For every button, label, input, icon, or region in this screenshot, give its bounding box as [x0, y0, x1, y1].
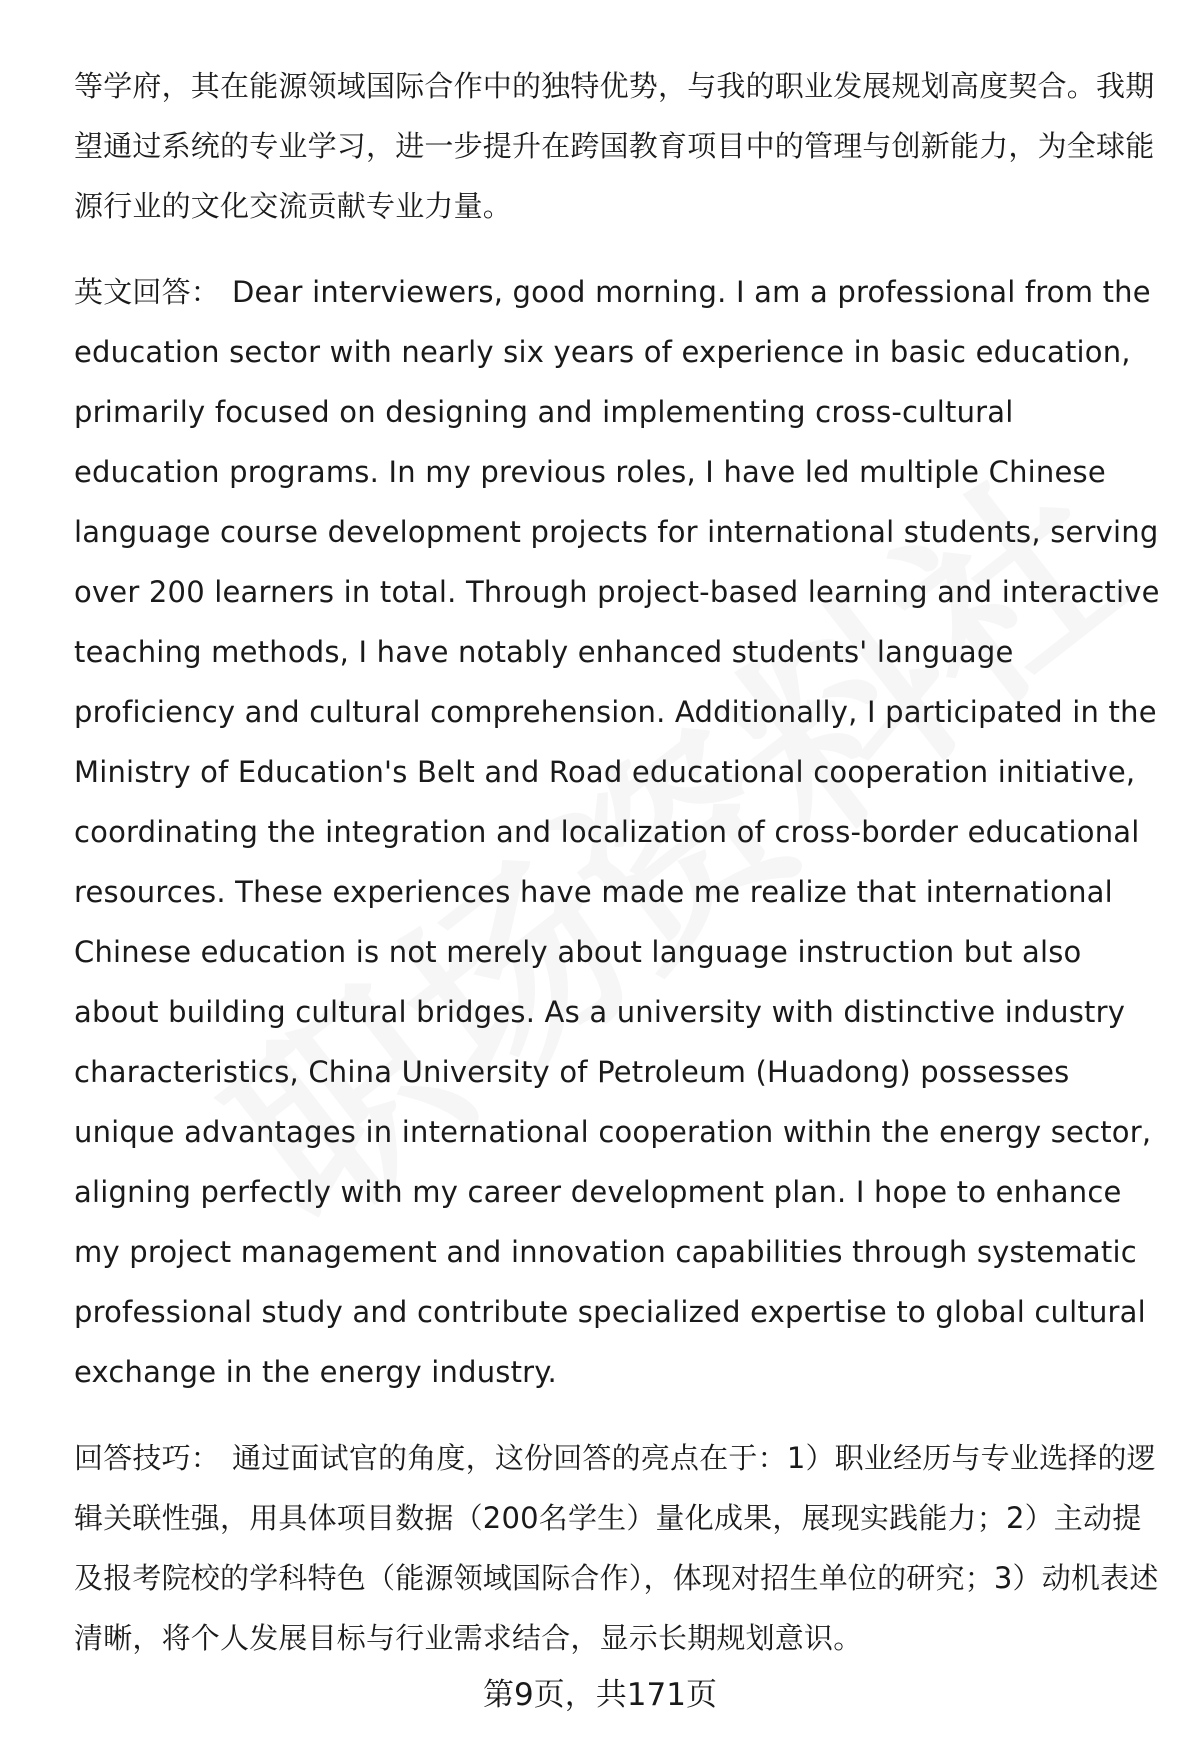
- answer-tips-label: 回答技巧：: [74, 1441, 221, 1475]
- document-body: [74, 56, 1164, 1668]
- answer-tips-paragraph: [74, 1428, 1164, 1668]
- intro-paragraph: 等学府，其在能源领域国际合作中的独特优势，与我的职业发展规划高度契合。我期望通过系统的专业学习，进一步提升在跨国教育项目中的管理与创新能力，为全球能源行业的文化交流贡献专业力量。: [74, 69, 1155, 223]
- english-answer-label: 英文回答：: [74, 275, 221, 309]
- english-answer-paragraph: [74, 262, 1164, 1402]
- page-number: 第9页，共171页: [483, 1677, 717, 1713]
- english-answer-text: Dear interviewers, good morning. I am a professional from the education sector with nearly six years of experience in basic education, primarily focused on designing and implementing cross-cultural education programs. In my previous roles, I have led multiple Chinese language course development projects for international students, serving over 200 learners in total. Through project-based learning and interactive teaching methods, I have notably enhanced students' language proficiency and cultural comprehension. Additionally, I participated in the Ministry of Education's Belt and Road educational cooperation initiative, coordinating the integration and localization of cross-border educational resources. These experiences have made me realize that international Chinese education is not merely about language instruction but also about building cultural bridges. As a university with distinctive industry characteristics, China University of Petroleum (Huadong) possesses unique advantages in international cooperation within the energy sector, aligning perfectly with my career development plan. I hope to enhance my project management and innovation capabilities through systematic professional study and contribute specialized expertise to global cultural exchange in the energy industry.: [74, 275, 1160, 1389]
- answer-tips-text: 通过面试官的角度，这份回答的亮点在于：1）职业经历与专业选择的逻辑关联性强，用具体项目数据（200名学生）量化成果，展现实践能力；2）主动提及报考院校的学科特色（能源领域国际合作），体现对招生单位的研究；3）动机表述清晰，将个人发展目标与行业需求结合，显示长期规划意识。: [74, 1441, 1159, 1655]
